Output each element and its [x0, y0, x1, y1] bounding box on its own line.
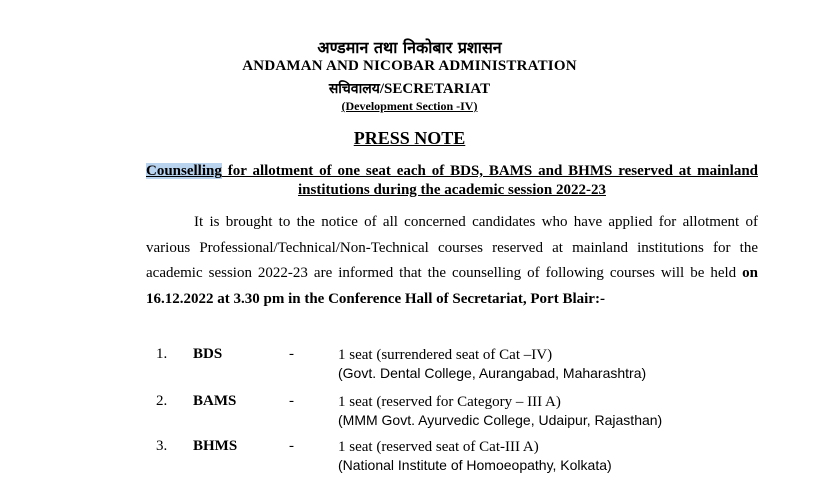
institution-name: (MMM Govt. Ayurvedic College, Udaipur, Rajasthan) [338, 412, 663, 428]
secretariat-separator: / [379, 81, 385, 97]
course-code: BDS [193, 346, 223, 362]
item-dash: - [289, 393, 294, 409]
course-code: BHMS [193, 438, 238, 454]
item-number: 2. [156, 393, 168, 409]
item-number: 1. [156, 346, 168, 362]
item-number: 3. [156, 438, 168, 454]
body-paragraph [146, 210, 758, 312]
subject-heading [146, 162, 758, 200]
item-dash: - [289, 346, 294, 362]
institution-name: (Govt. Dental College, Aurangabad, Maharashtra) [338, 365, 647, 381]
secretariat-heading [0, 79, 819, 98]
course-description [338, 346, 646, 382]
page-title: PRESS NOTE [353, 128, 466, 148]
body-text: It is brought to the notice of all concerned candidates who have applied for allotment of various Professional/Technical/Non-Technical courses reserved at mainland institutions for the academic session 2022-23 are informed that the counselling of following courses will be held [146, 214, 758, 282]
seat-detail: 1 seat (reserved seat of Cat-III A) [338, 439, 539, 455]
institution-name: (National Institute of Homoeopathy, Kolkata) [338, 457, 612, 473]
item-dash: - [289, 438, 294, 454]
section-label: (Development Section -IV) [341, 99, 478, 113]
seat-detail: 1 seat (reserved for Category – III A) [338, 394, 561, 410]
secretariat-english: SECRETARIAT [384, 81, 491, 97]
course-description [338, 438, 612, 474]
hindi-administration-title: अण्डमान तथा निकोबार प्रशासन [317, 38, 502, 57]
course-code: BAMS [193, 393, 237, 409]
course-description [338, 393, 662, 429]
body-emphasis: on 16.12.2022 at 3.30 pm in the Conference Hall of Secretariat, Port Blair:- [146, 265, 758, 307]
administration-name: ANDAMAN AND NICOBAR ADMINISTRATION [242, 58, 577, 74]
selected-text-highlight[interactable]: Counselling [146, 163, 222, 179]
subject-text: for allotment of one seat each of BDS, BAMS and BHMS reserved at mainland institutions during the academic session 2022-23 [221, 163, 758, 198]
secretariat-hindi: सचिवालय [328, 81, 380, 97]
seat-detail: 1 seat (surrendered seat of Cat –IV) [338, 347, 553, 363]
